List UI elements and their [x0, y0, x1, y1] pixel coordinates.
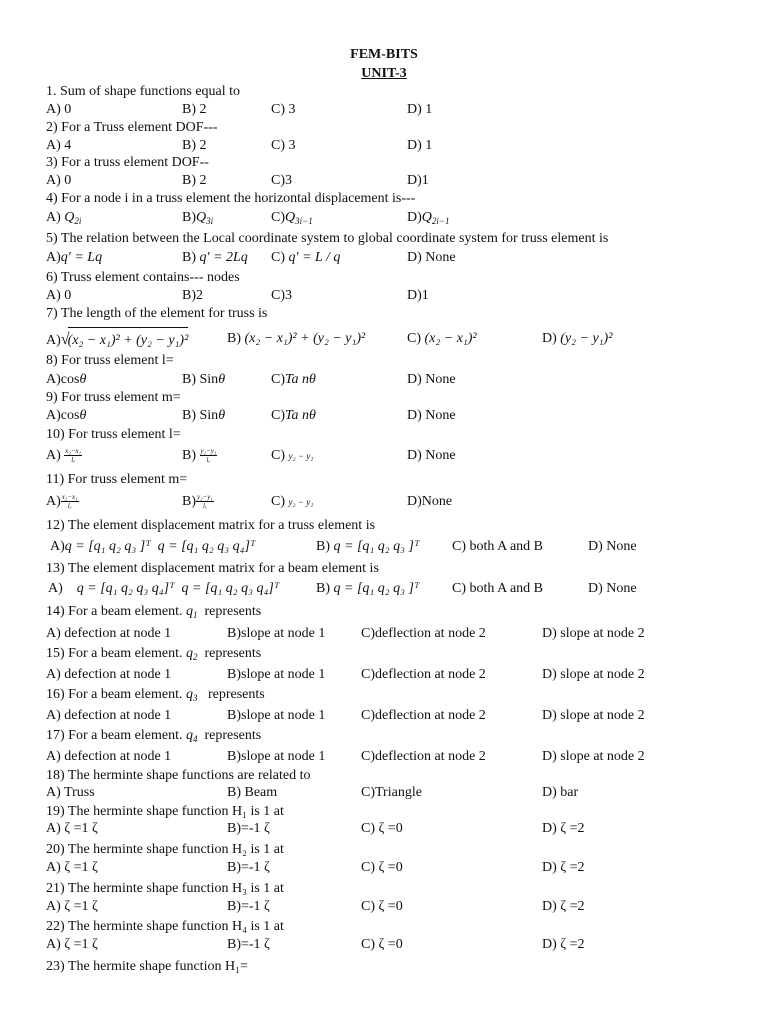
option-c: C) ζ =0 — [361, 821, 403, 836]
option-c: C)deflection at node 2 — [361, 667, 486, 682]
option-d: D) ζ =2 — [542, 860, 585, 875]
question-18: 18) The herminte shape functions are related to — [46, 768, 311, 783]
option-b: B) 2 — [182, 138, 207, 153]
option-a: A) ζ =1 ζ — [46, 860, 98, 875]
option-c: C) both A and B — [452, 581, 544, 596]
option-c: C)deflection at node 2 — [361, 708, 486, 723]
option-a: A)q = [q₁ q₂ q₃ ]ᵀ q = [q₁ q₂ q₃ q₄]ᵀ — [50, 539, 256, 554]
question-19: 19) The herminte shape function H₁ is 1 at — [46, 804, 284, 819]
option-c: C)deflection at node 2 — [361, 749, 486, 764]
question-15: 15) For a beam element. $q_2$ represents — [46, 646, 262, 662]
option-b: B)=-1 ζ — [227, 937, 270, 952]
option-a: A) $\frac{\text{x₂−x₁}}{\text{lₑ}}$ — [46, 493, 78, 511]
options-19 — [0, 817, 768, 841]
question-3: 3) For a truss element DOF-- — [46, 155, 209, 170]
option-b: B) q = [q₁ q₂ q₃ ]ᵀ — [316, 539, 420, 554]
option-d: D) slope at node 2 — [542, 626, 645, 641]
option-b: B)slope at node 1 — [227, 667, 326, 682]
question-23: 23) The hermite shape function H₁= — [46, 959, 248, 974]
question-2: 2) For a Truss element DOF--- — [46, 120, 218, 135]
option-c: C) both A and B — [452, 539, 544, 554]
option-b: B) q = [q₁ q₂ q₃ ]ᵀ — [316, 581, 420, 596]
question-11: 11) For truss element m= — [46, 472, 188, 487]
option-a: A) q = [q₁ q₂ q₃ q₄]ᵀ q = [q₁ q₂ q₃ q₄]ᵀ — [48, 581, 280, 596]
option-a: A) 0 — [46, 102, 72, 117]
option-a: A)cosθ — [46, 372, 87, 387]
option-b: $B)Q_{3i}$ — [182, 210, 214, 226]
question-13: 13) The element displacement matrix for a beam element is — [46, 561, 379, 576]
option-a: A) 0 — [46, 288, 72, 303]
options-21 — [0, 895, 768, 919]
options-10 — [0, 444, 768, 468]
options-22 — [0, 933, 768, 957]
question-12: 12) The element displacement matrix for a truss element is — [46, 518, 376, 533]
option-c: C) q′ = L / q — [271, 250, 341, 265]
option-c: C) 3 — [271, 138, 296, 153]
option-c: C)Triangle — [361, 785, 422, 800]
option-a: A) 4 — [46, 138, 72, 153]
option-b: B)2 — [182, 288, 203, 303]
option-d: D) None — [407, 372, 456, 387]
question-17: 17) For a beam element. $q_4$ represents — [46, 728, 262, 744]
options-4 — [0, 206, 768, 230]
option-a: A)q′ = Lq — [46, 250, 103, 265]
options-20 — [0, 856, 768, 880]
option-a: A) $\frac{\text{x₂−x₁}}{\text{lₑ}}$ — [46, 447, 82, 465]
question-4: 4) For a node i in a truss element the horizontal displacement is--- — [46, 191, 416, 206]
options-5 — [0, 246, 768, 270]
option-b: B) Sinθ — [182, 372, 226, 387]
question-21: 21) The herminte shape function H₃ is 1 at — [46, 881, 284, 896]
option-d: D)None — [407, 494, 453, 509]
option-d: D) (y₂ − y₁)² — [542, 331, 613, 346]
option-a: A) 0 — [46, 173, 72, 188]
option-b: B) Sinθ — [182, 408, 226, 423]
option-b: B)slope at node 1 — [227, 708, 326, 723]
option-c: C)Ta nθ — [271, 408, 316, 423]
question-16: 16) For a beam element. $q_3$ represents — [46, 687, 265, 703]
options-7 — [0, 327, 768, 351]
option-a: A)cosθ — [46, 408, 87, 423]
option-a: A) defection at node 1 — [46, 749, 172, 764]
option-d: D) ζ =2 — [542, 899, 585, 914]
question-8: 8) For truss element l= — [46, 353, 174, 368]
options-11 — [0, 490, 768, 514]
document-subtitle: UNIT-3 — [361, 66, 407, 81]
document-title: FEM-BITS — [350, 47, 418, 62]
option-a: A)√(x₂ − x₁)² + (y₂ − y₁)² — [46, 327, 188, 353]
question-14: 14) For a beam element. $q_1$ represents — [46, 604, 262, 620]
option-c: C)deflection at node 2 — [361, 626, 486, 641]
question-5: 5) The relation between the Local coordinate system to global coordinate system for truss element is — [46, 231, 609, 246]
option-d: D) slope at node 2 — [542, 708, 645, 723]
option-c: $C)Q_{3i-1}$ — [271, 210, 313, 226]
option-d: D) slope at node 2 — [542, 667, 645, 682]
option-c: C)3 — [271, 288, 292, 303]
option-c: C) 3 — [271, 102, 296, 117]
option-c: C) (x₂ − x₁)² — [407, 331, 477, 346]
option-c: C)3 — [271, 173, 292, 188]
options-16 — [0, 704, 768, 728]
options-15 — [0, 663, 768, 687]
question-1: 1. Sum of shape functions equal to — [46, 84, 241, 99]
options-13 — [0, 577, 768, 601]
question-9: 9) For truss element m= — [46, 390, 181, 405]
option-b: B)slope at node 1 — [227, 626, 326, 641]
option-c: C)Ta nθ — [271, 372, 316, 387]
option-c: C) ζ =0 — [361, 899, 403, 914]
option-d: $D)Q_{2i-1}$ — [407, 210, 450, 226]
question-10: 10) For truss element l= — [46, 427, 181, 442]
option-b: B)slope at node 1 — [227, 749, 326, 764]
option-d: D) 1 — [407, 138, 433, 153]
question-22: 22) The herminte shape function H₄ is 1 at — [46, 919, 284, 934]
option-c: C) ζ =0 — [361, 937, 403, 952]
option-d: D) slope at node 2 — [542, 749, 645, 764]
option-d: D) ζ =2 — [542, 821, 585, 836]
option-d: D)1 — [407, 173, 429, 188]
option-d: D) ζ =2 — [542, 937, 585, 952]
option-b: B) $\frac{\text{y₂−y₁}}{\text{lₑ}}$ — [182, 447, 217, 465]
option-c: C) y₂ − y₁ — [271, 448, 314, 463]
option-d: D) None — [588, 581, 637, 596]
option-d: D) None — [407, 448, 456, 463]
option-b: B) $\frac{\text{y₂−y₁}}{\text{lₑ}}$ — [182, 493, 213, 511]
options-14 — [0, 622, 768, 646]
option-b: B)=-1 ζ — [227, 899, 270, 914]
option-a: A) defection at node 1 — [46, 626, 172, 641]
option-a: A) defection at node 1 — [46, 667, 172, 682]
option-a: A) defection at node 1 — [46, 708, 172, 723]
question-6: 6) Truss element contains--- nodes — [46, 270, 240, 285]
options-12 — [0, 535, 768, 559]
option-b: B)=-1 ζ — [227, 821, 270, 836]
option-a: A) Truss — [46, 785, 95, 800]
option-c: C) y₂ − y₁ — [271, 494, 314, 509]
option-d: D) None — [588, 539, 637, 554]
option-b: B)=-1 ζ — [227, 860, 270, 875]
option-d: D) bar — [542, 785, 579, 800]
option-a: A) ζ =1 ζ — [46, 821, 98, 836]
option-a: A) ζ =1 ζ — [46, 899, 98, 914]
option-d: D)1 — [407, 288, 429, 303]
question-7: 7) The length of the element for truss is — [46, 306, 268, 321]
option-b: B) q′ = 2Lq — [182, 250, 248, 265]
option-d: D) 1 — [407, 102, 433, 117]
option-b: B) 2 — [182, 173, 207, 188]
option-b: B) (x₂ − x₁)² + (y₂ − y₁)² — [227, 331, 366, 346]
option-a: A) ζ =1 ζ — [46, 937, 98, 952]
option-b: B) Beam — [227, 785, 278, 800]
option-d: D) None — [407, 250, 456, 265]
option-c: C) ζ =0 — [361, 860, 403, 875]
question-20: 20) The herminte shape function H₂ is 1 at — [46, 842, 284, 857]
option-a: A) $Q_{2i}$ — [46, 210, 82, 226]
option-d: D) None — [407, 408, 456, 423]
option-b: B) 2 — [182, 102, 207, 117]
